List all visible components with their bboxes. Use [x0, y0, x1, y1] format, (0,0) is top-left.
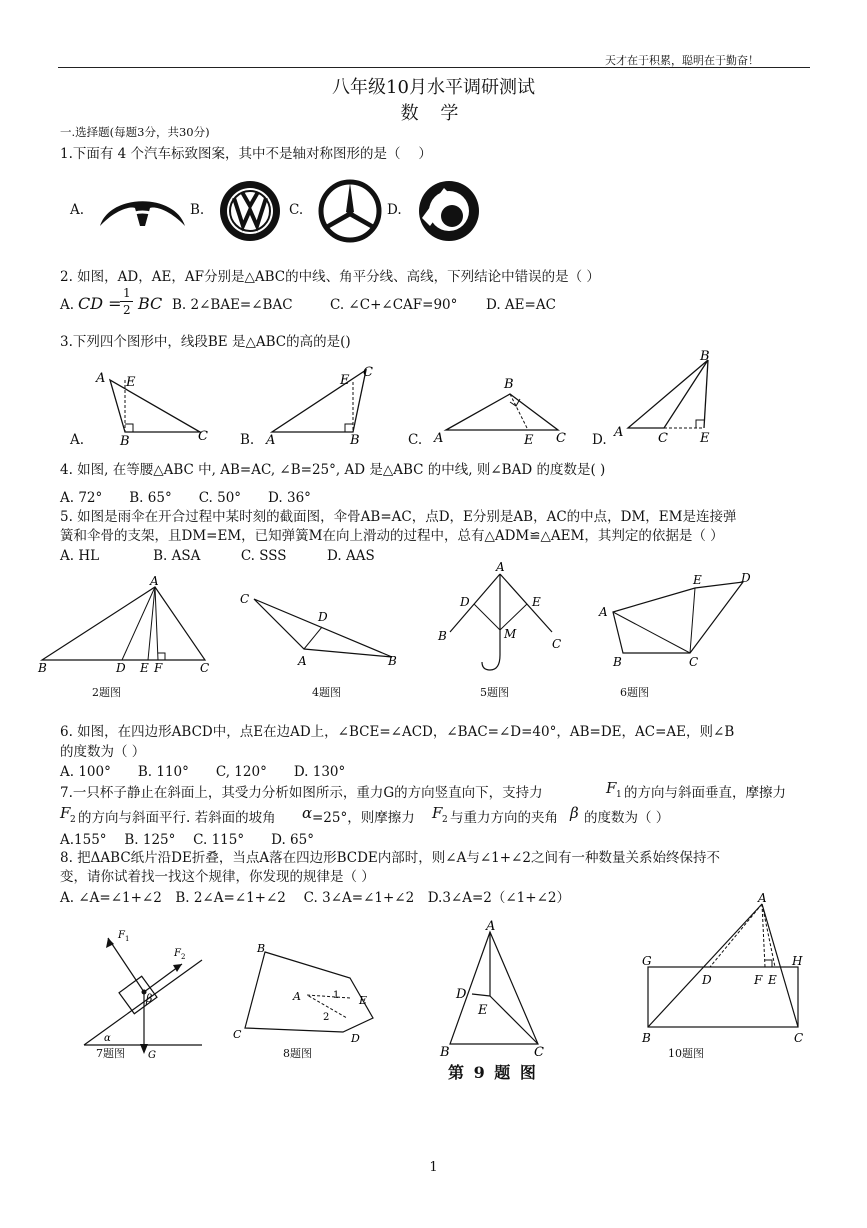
- logo-dongfeng-icon: [414, 178, 484, 244]
- fig-q4-triangle: [232, 585, 412, 670]
- q4-text: 4. 如图, 在等腰△ABC 中, AB=AC, ∠B=25°, AD 是△ABC 的中线, 则∠BAD 的度数是( ): [60, 462, 606, 478]
- q7-text-line2c: 与重力方向的夹角: [450, 810, 558, 826]
- svg-text:E: E: [140, 661, 149, 675]
- svg-text:α: α: [104, 1033, 111, 1044]
- svg-text:F: F: [754, 973, 763, 987]
- svg-text:B: B: [388, 654, 397, 668]
- svg-text:C: C: [198, 429, 208, 444]
- logo-volkswagen-icon: [216, 178, 284, 244]
- svg-text:D: D: [741, 571, 751, 585]
- svg-text:B: B: [257, 942, 266, 955]
- svg-text:A: A: [434, 431, 444, 446]
- q7-alpha-symbol: α: [302, 804, 313, 822]
- svg-text:A: A: [486, 920, 496, 934]
- q5-text-line1: 5. 如图是雨伞在开合过程中某时刻的截面图，伞骨AB=AC，点D，E分别是AB，AC的中点，DM，EM是连接弹: [60, 509, 737, 525]
- svg-text:G: G: [642, 954, 652, 968]
- svg-text:G: G: [148, 1050, 156, 1060]
- header-rule: [58, 67, 810, 68]
- q2-text: 2. 如图，AD，AE，AF分别是△ABC的中线、角平分线、高线，下列结论中错误的是（ ）: [60, 269, 600, 285]
- fig-label-q5: 5题图: [480, 686, 509, 699]
- fig-q2-triangle: [30, 575, 220, 675]
- svg-text:A: A: [599, 605, 608, 619]
- q2-fraction-denominator: 2: [123, 303, 131, 317]
- q2-option-c: C. ∠C+∠CAF=90°: [330, 297, 458, 313]
- logo-mercedes-icon: [316, 178, 384, 244]
- svg-text:C: C: [658, 431, 668, 446]
- svg-text:F: F: [174, 948, 181, 959]
- q2-option-a-expr-left: CD =: [78, 294, 122, 313]
- svg-text:E: E: [700, 431, 710, 446]
- svg-text:D: D: [456, 987, 467, 1002]
- q7-f1-symbol: F: [606, 779, 617, 797]
- fig-q7-incline: [78, 920, 208, 1060]
- svg-text:B: B: [642, 1031, 651, 1045]
- svg-text:β: β: [146, 992, 153, 1005]
- svg-text:B: B: [120, 434, 130, 448]
- page-number: 1: [429, 1160, 438, 1175]
- svg-text:F: F: [118, 930, 125, 941]
- q4-options: A. 72° B. 65° C. 50° D. 36°: [60, 490, 311, 506]
- q1-option-b: B.: [190, 202, 205, 218]
- fig-label-q6: 6题图: [620, 686, 649, 699]
- q3-text: 3.下列四个图形中，线段BE 是△ABC的高的是(): [60, 334, 351, 350]
- svg-text:1: 1: [333, 990, 340, 1001]
- svg-text:E: E: [693, 573, 702, 587]
- svg-text:2: 2: [181, 953, 186, 961]
- section-title: 一.选择题(每题3分，共30分): [60, 125, 210, 139]
- svg-text:D: D: [116, 661, 126, 675]
- q7-f2-symbol-2: F: [432, 804, 443, 822]
- svg-text:E: E: [478, 1003, 488, 1018]
- q2-fraction-bar: [120, 301, 133, 302]
- fig-label-q2: 2题图: [92, 686, 121, 699]
- svg-text:A: A: [266, 433, 276, 448]
- page-title: 八年级10月水平调研测试: [332, 77, 535, 98]
- fig-q8-fold: [225, 940, 385, 1045]
- svg-text:F: F: [154, 661, 163, 675]
- svg-text:A: A: [758, 892, 767, 905]
- fig-label-q7: 7题图: [96, 1047, 125, 1060]
- svg-text:1: 1: [125, 935, 130, 943]
- fig-label-q10: 10题图: [668, 1047, 704, 1060]
- q7-beta-symbol: β: [570, 804, 579, 822]
- q6-text-line2: 的度数为（ ）: [60, 744, 146, 760]
- svg-text:H: H: [792, 954, 803, 968]
- q7-text-line2a: 的方向与斜面平行. 若斜面的坡角: [78, 810, 276, 826]
- q6-text-line1: 6. 如图，在四边形ABCD中，点E在边AD上，∠BCE=∠ACD，∠BAC=∠D=40°，AB=DE，AC=AE，则∠B: [60, 724, 735, 740]
- header-motto: 天才在于积累，聪明在于勤奋！: [605, 54, 759, 67]
- q7-text-line1b: 的方向与斜面垂直，摩擦力: [624, 785, 786, 801]
- fig-q9-triangle: [438, 920, 548, 1060]
- svg-text:C: C: [556, 431, 566, 446]
- svg-text:A: A: [496, 560, 505, 574]
- fig-q6-quadrilateral: [595, 568, 760, 673]
- fig-label-q4: 4题图: [312, 686, 341, 699]
- q3-figure-d: [612, 348, 722, 448]
- q2-option-d: D. AE=AC: [486, 297, 556, 313]
- q1-option-a: A.: [70, 202, 85, 218]
- svg-text:2: 2: [323, 1012, 330, 1023]
- q7-f2-subscript: 2: [70, 815, 76, 825]
- q8-text-line2: 变，请你试着找一找这个规律，你发现的规律是（ ）: [60, 869, 375, 885]
- q2-option-b: B. 2∠BAE=∠BAC: [172, 297, 293, 313]
- logo-infiniti-icon: [95, 188, 190, 233]
- q5-options: A. HL B. ASA C. SSS D. AAS: [60, 548, 375, 564]
- fig-q5-umbrella: [432, 560, 572, 680]
- page-subject: 数 学: [400, 103, 467, 124]
- svg-text:M: M: [504, 627, 517, 641]
- svg-text:C: C: [240, 592, 250, 606]
- svg-text:C: C: [552, 637, 562, 651]
- svg-text:E: E: [126, 375, 136, 390]
- q7-f2-symbol: F: [60, 804, 71, 822]
- q2-option-a-expr-right: BC: [138, 294, 163, 313]
- svg-text:C: C: [233, 1028, 242, 1041]
- q2-fraction-numerator: 1: [123, 286, 131, 300]
- q8-text-line1: 8. 把ΔABC纸片沿DE折叠，当点A落在四边形BCDE内部时，则∠A与∠1+∠2之间有一种数量关系始终保持不: [60, 850, 720, 866]
- svg-text:B: B: [700, 349, 710, 364]
- q7-text-line2b: =25°，则摩擦力: [312, 810, 415, 826]
- q6-options: A. 100° B. 110° C, 120° D. 130°: [60, 764, 346, 780]
- q3-label-a: A.: [70, 432, 85, 448]
- q7-text-line1a: 7.一只杯子静止在斜面上，其受力分析如图所示，重力G的方向竖直向下，支持力: [60, 785, 543, 801]
- svg-text:E: E: [532, 595, 541, 609]
- q7-text-line2d: 的度数为（ ）: [584, 810, 670, 826]
- svg-text:A: A: [150, 575, 159, 588]
- q3-label-d: D.: [592, 432, 607, 448]
- q1-text: 1.下面有 4 个汽车标致图案，其中不是轴对称图形的是（ ）: [60, 146, 432, 162]
- q1-option-d: D.: [387, 202, 402, 218]
- svg-text:B: B: [440, 1045, 450, 1060]
- q1-option-c: C.: [289, 202, 304, 218]
- svg-text:C: C: [363, 365, 373, 380]
- q5-text-line2: 簧和伞骨的支架，且DM=EM，已知弹簧M在向上滑动的过程中，总有△ADM≌△AEM，其判定的依据是（ ）: [60, 528, 724, 544]
- fig-label-q9: 第 9 题 图: [448, 1063, 538, 1082]
- q3-label-b: B.: [240, 432, 255, 448]
- svg-text:B: B: [438, 629, 447, 643]
- q7-f1-subscript: 1: [616, 790, 622, 800]
- svg-text:C: C: [200, 661, 210, 675]
- q2-option-a-label: A.: [60, 297, 75, 313]
- svg-text:D: D: [318, 610, 328, 624]
- fig-q10-rectangle: [630, 892, 810, 1047]
- svg-text:C: C: [689, 655, 699, 669]
- svg-text:D: D: [702, 973, 712, 987]
- q3-figure-c: [428, 372, 578, 450]
- svg-text:B: B: [504, 377, 514, 392]
- svg-text:E: E: [524, 433, 534, 448]
- q8-options: A. ∠A=∠1+∠2 B. 2∠A=∠1+∠2 C. 3∠A=∠1+∠2 D.3∠A=2（∠1+∠2）: [60, 890, 570, 906]
- svg-text:C: C: [534, 1045, 544, 1060]
- svg-text:E: E: [340, 373, 350, 388]
- svg-text:A: A: [614, 425, 624, 440]
- svg-text:B: B: [350, 433, 360, 448]
- svg-text:D: D: [460, 595, 470, 609]
- q7-f2-subscript-2: 2: [442, 815, 448, 825]
- svg-text:A: A: [96, 371, 106, 386]
- fig-label-q8: 8题图: [283, 1047, 312, 1060]
- svg-text:A: A: [293, 990, 301, 1003]
- svg-text:B: B: [613, 655, 622, 669]
- svg-text:D: D: [351, 1032, 360, 1045]
- svg-text:B: B: [38, 661, 47, 675]
- svg-text:A: A: [298, 654, 307, 668]
- svg-text:C: C: [794, 1031, 804, 1045]
- q7-options: A.155° B. 125° C. 115° D. 65°: [60, 832, 314, 848]
- q3-figure-a: [90, 360, 220, 448]
- q3-figure-b: [258, 360, 388, 448]
- svg-text:E: E: [768, 973, 777, 987]
- svg-text:E: E: [359, 994, 368, 1007]
- q3-label-c: C.: [408, 432, 423, 448]
